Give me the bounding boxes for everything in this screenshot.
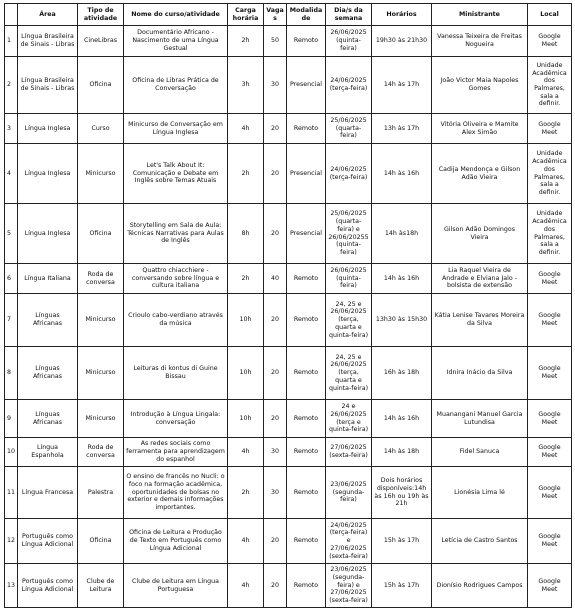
cell-schedule: 19h30 às 21h30 (372, 26, 432, 57)
cell-seats: 20 (264, 294, 287, 347)
cell-weekdays: 26/06/2025 (quinta-feira) (326, 264, 372, 294)
cell-instructor: Muanangani Manuel Garcia Lutundisa (432, 400, 528, 438)
cell-weekdays: 24, 25 e 26/06/2025 (terça, quarta e quinta-feira) (326, 294, 372, 347)
cell-instructor: Lionésia Lima lé (432, 467, 528, 519)
cell-area: Língua Brasileira de Sinais - Libras (18, 26, 78, 57)
cell-seats: 40 (264, 264, 287, 294)
cell-instructor: Vanessa Teixeira de Freitas Nogueira (432, 26, 528, 57)
cell-seats: 20 (264, 519, 287, 564)
cell-area: Língua Inglesa (18, 204, 78, 264)
cell-location: Google Meet (528, 26, 572, 57)
cell-instructor: Cadija Mendonça e Gilson Adão Vieira (432, 144, 528, 204)
cell-modality: Remoto (287, 467, 326, 519)
header-number (5, 4, 18, 26)
cell-schedule: 14h às18h (372, 204, 432, 264)
cell-weekdays: 25/06/2025 (quarta-feira) e 26/06/20255 (quinta-feira) (326, 204, 372, 264)
cell-modality: Remoto (287, 114, 326, 144)
cell-area: Língua Inglesa (18, 114, 78, 144)
cell-schedule: 14h às 16h (372, 264, 432, 294)
cell-workload: 4h (228, 519, 264, 564)
cell-instructor: Letícia de Castro Santos (432, 519, 528, 564)
cell-schedule: 14h às 16h (372, 400, 432, 438)
table-row (5, 264, 572, 294)
cell-modality: Remoto (287, 26, 326, 57)
cell-workload: 4h (228, 438, 264, 467)
cell-modality: Remoto (287, 264, 326, 294)
cell-schedule: 13h30 às 15h30 (372, 294, 432, 347)
cell-course-name: Quattro chiacchiere - conversando sobre língua e cultura italiana (124, 264, 228, 294)
cell-seats: 30 (264, 57, 287, 114)
cell-workload: 10h (228, 347, 264, 400)
cell-activity-type: Roda de conversa (78, 438, 124, 467)
cell-course-name: Introdução à Língua Lingala: conversação (124, 400, 228, 438)
cell-modality: Presencial (287, 204, 326, 264)
cell-area: Línguas Africanas (18, 347, 78, 400)
cell-activity-type: Oficina (78, 57, 124, 114)
cell-instructor: Vitória Oliveira e Mamite Alex Simão (432, 114, 528, 144)
cell-number: 2 (5, 57, 18, 114)
header-activity-type: Tipo de atividade (78, 4, 124, 26)
cell-area: Línguas Africanas (18, 294, 78, 347)
cell-modality: Remoto (287, 400, 326, 438)
cell-workload: 10h (228, 400, 264, 438)
cell-schedule: 15h às 17h (372, 564, 432, 608)
cell-activity-type: Palestra (78, 467, 124, 519)
cell-number: 9 (5, 400, 18, 438)
cell-number: 7 (5, 294, 18, 347)
header-course-name: Nome do curso/atividade (124, 4, 228, 26)
cell-weekdays: 26/06/2025 (quinta-feira) (326, 26, 372, 57)
cell-weekdays: 25/06/2025 (quarta-feira) (326, 114, 372, 144)
cell-schedule: 14h às 18h (372, 438, 432, 467)
cell-number: 5 (5, 204, 18, 264)
cell-instructor: João Victor Maia Napoles Gomes (432, 57, 528, 114)
cell-modality: Remoto (287, 347, 326, 400)
cell-course-name: Oficina de Libras Prática de Conversação (124, 57, 228, 114)
cell-course-name: As redes sociais como ferramenta para aprendizagem do espanhol (124, 438, 228, 467)
cell-modality: Remoto (287, 438, 326, 467)
cell-weekdays: 27/06/2025 (sexta-feira) (326, 438, 372, 467)
cell-seats: 20 (264, 400, 287, 438)
cell-location: Google Meet (528, 347, 572, 400)
cell-instructor: Kátia Lenise Tavares Moreira da Silva (432, 294, 528, 347)
cell-course-name: O ensino de francês no Nucli: o foco na formação acadêmica, oportunidades de bolsas no exterior e demais informações importantes. (124, 467, 228, 519)
table-row (5, 564, 572, 608)
cell-location: Unidade Acadêmica dos Palmares, sala a definir. (528, 144, 572, 204)
cell-number: 6 (5, 264, 18, 294)
cell-location: Unidade Acadêmica dos Palmares, sala a definir. (528, 204, 572, 264)
cell-modality: Remoto (287, 294, 326, 347)
table-row (5, 519, 572, 564)
cell-course-name: Crioulo cabo-verdiano através da música (124, 294, 228, 347)
cell-number: 1 (5, 26, 18, 57)
cell-number: 11 (5, 467, 18, 519)
cell-location: Google Meet (528, 114, 572, 144)
cell-modality: Remoto (287, 564, 326, 608)
header-seats: Vagas (264, 4, 287, 26)
cell-area: Línguas Africanas (18, 400, 78, 438)
cell-workload: 2h (228, 264, 264, 294)
cell-seats: 20 (264, 204, 287, 264)
cell-weekdays: 23/06/2025 (segunda-feira) e 27/06/2025 (sexta-feira) (326, 564, 372, 608)
cell-location: Google Meet (528, 264, 572, 294)
cell-weekdays: 24/06/2025 (terça-feira) (326, 57, 372, 114)
cell-schedule: 14h às 16h (372, 144, 432, 204)
header-weekdays: Dia/s da semana (326, 4, 372, 26)
cell-schedule: 16h às 18h (372, 347, 432, 400)
cell-number: 13 (5, 564, 18, 608)
cell-area: Língua Francesa (18, 467, 78, 519)
header-schedule: Horários (372, 4, 432, 26)
cell-course-name: Documentário Africano - Nascimento de uma Língua Gestual (124, 26, 228, 57)
cell-modality: Remoto (287, 519, 326, 564)
cell-location: Google Meet (528, 438, 572, 467)
cell-workload: 3h (228, 57, 264, 114)
header-area: Área (18, 4, 78, 26)
cell-activity-type: Minicurso (78, 144, 124, 204)
cell-activity-type: Clube de Leitura (78, 564, 124, 608)
cell-schedule: 15h às 17h (372, 519, 432, 564)
cell-workload: 2h (228, 26, 264, 57)
table-row (5, 347, 572, 400)
cell-area: Língua Espanhola (18, 438, 78, 467)
cell-workload: 4h (228, 564, 264, 608)
table-row (5, 26, 572, 57)
cell-seats: 20 (264, 564, 287, 608)
cell-workload: 2h (228, 467, 264, 519)
table-row (5, 114, 572, 144)
cell-weekdays: 24/06/2025 (terça-feira) (326, 144, 372, 204)
cell-seats: 50 (264, 26, 287, 57)
table-row (5, 400, 572, 438)
header-location: Local (528, 4, 572, 26)
cell-number: 4 (5, 144, 18, 204)
table-row (5, 467, 572, 519)
cell-location: Google Meet (528, 519, 572, 564)
cell-activity-type: Oficina (78, 519, 124, 564)
cell-schedule: Dois horários disponíveis:14h às 16h ou 19h às 21h (372, 467, 432, 519)
cell-workload: 4h (228, 114, 264, 144)
cell-instructor: Idnira Inácio da Silva (432, 347, 528, 400)
cell-area: Língua Inglesa (18, 144, 78, 204)
cell-area: Língua Italiana (18, 264, 78, 294)
cell-area: Português como Língua Adicional (18, 519, 78, 564)
header-instructor: Ministrante (432, 4, 528, 26)
cell-schedule: 14h às 17h (372, 57, 432, 114)
cell-activity-type: Curso (78, 114, 124, 144)
cell-activity-type: Minicurso (78, 347, 124, 400)
cell-activity-type: CineLibras (78, 26, 124, 57)
courses-table (4, 3, 572, 608)
cell-instructor: Dionísio Rodrigues Campos (432, 564, 528, 608)
cell-modality: Presencial (287, 144, 326, 204)
table-row (5, 144, 572, 204)
header-row (5, 4, 572, 26)
cell-seats: 20 (264, 114, 287, 144)
cell-weekdays: 24/06/2025 (terça-feira) e 27/06/2025 (sexta-feira) (326, 519, 372, 564)
cell-location: Google Meet (528, 467, 572, 519)
cell-location: Google Meet (528, 294, 572, 347)
cell-number: 10 (5, 438, 18, 467)
cell-instructor: Lia Raquel Vieira de Andrade e Elviana Jalo - bolsista de extensão (432, 264, 528, 294)
cell-area: Português como Língua Adicional (18, 564, 78, 608)
cell-area: Língua Brasileira de Sinais - Libras (18, 57, 78, 114)
cell-seats: 20 (264, 144, 287, 204)
cell-course-name: Clube de Leitura em Língua Portuguesa (124, 564, 228, 608)
cell-weekdays: 24 e 26/06/2025 (terça e quinta-feira) (326, 400, 372, 438)
cell-schedule: 13h às 17h (372, 114, 432, 144)
table-row (5, 294, 572, 347)
cell-course-name: Minicurso de Conversação em Língua Inglesa (124, 114, 228, 144)
cell-location: Google Meet (528, 400, 572, 438)
cell-workload: 10h (228, 294, 264, 347)
cell-seats: 20 (264, 347, 287, 400)
cell-workload: 8h (228, 204, 264, 264)
cell-location: Unidade Acadêmica dos Palmares, sala a definir. (528, 57, 572, 114)
cell-modality: Presencial (287, 57, 326, 114)
cell-activity-type: Roda de conversa (78, 264, 124, 294)
cell-number: 12 (5, 519, 18, 564)
header-workload: Carga horária (228, 4, 264, 26)
cell-number: 8 (5, 347, 18, 400)
cell-activity-type: Minicurso (78, 400, 124, 438)
cell-course-name: Storytelling em Sala de Aula: Técnicas Narrativas para Aulas de Inglês (124, 204, 228, 264)
table-row (5, 438, 572, 467)
cell-course-name: Oficina de Leitura e Produção de Texto em Português como Língua Adicional (124, 519, 228, 564)
cell-activity-type: Minicurso (78, 294, 124, 347)
table-row (5, 57, 572, 114)
cell-number: 3 (5, 114, 18, 144)
cell-course-name: Leituras di kontus di Guine Bissau (124, 347, 228, 400)
table-body (5, 26, 572, 608)
cell-instructor: Fidel Sanuca (432, 438, 528, 467)
cell-seats: 30 (264, 438, 287, 467)
header-modality: Modalidade (287, 4, 326, 26)
cell-weekdays: 23/06/2025 (segunda-feira) (326, 467, 372, 519)
courses-document (4, 3, 571, 608)
cell-weekdays: 24, 25 e 26/06/2025 (terça, quarta e quinta-feira) (326, 347, 372, 400)
table-row (5, 204, 572, 264)
cell-course-name: Let's Talk About It: Comunicação e Debate em Inglês sobre Temas Atuais (124, 144, 228, 204)
cell-instructor: Gilson Adão Domingos Vieira (432, 204, 528, 264)
cell-activity-type: Oficina (78, 204, 124, 264)
cell-seats: 30 (264, 467, 287, 519)
cell-workload: 2h (228, 144, 264, 204)
cell-location: Google Meet (528, 564, 572, 608)
